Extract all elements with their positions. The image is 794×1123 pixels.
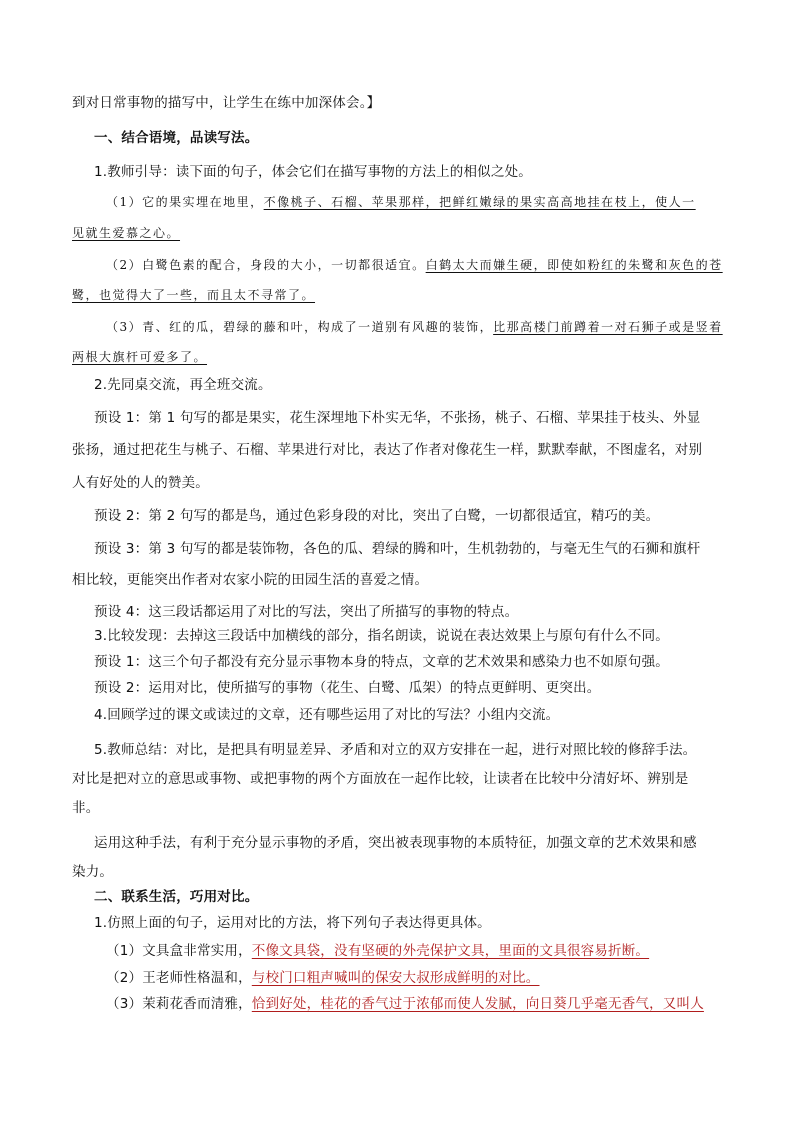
exercise-1-prompt: （1）文具盒非常实用， (106, 943, 252, 959)
sentence-2-plain: （2）白鹭色素的配合，身段的大小，一切都很适宜。 (106, 258, 426, 272)
sentence-3-line-2: 两根大旗杆可爱多了。 (72, 350, 208, 364)
exercise-3-prompt: （3）茉莉花香而清雅， (106, 996, 252, 1012)
sentence-3-line-1 (106, 317, 723, 337)
sentence-3-plain: （3）青、红的瓜，碧绿的藤和叶，构成了一道别有风趣的装饰， (106, 320, 494, 334)
preset-3-line-2: 相比较，更能突出作者对农家小院的田园生活的喜爱之情。 (72, 572, 429, 588)
summary-line-1: 运用这种手法，有利于充分显示事物的矛盾，突出被表现事物的本质特征，加强文章的艺术效果和感 (94, 835, 697, 851)
sentence-3-underlined: 比那高楼门前蹲着一对石狮子或是竖着 (493, 320, 723, 334)
exercise-3-answer: 恰到好处，桂花的香气过于浓郁而使人发腻，向日葵几乎毫无香气，又叫人 (251, 996, 704, 1012)
preset-1-line-1: 预设 1：第 1 句写的都是果实，花生深埋地下朴实无华，不张扬，桃子、石榴、苹果挂于枝头、外显 (94, 410, 701, 426)
step-5-line-1: 5.教师总结：对比，是把具有明显差异、矛盾和对立的双方安排在一起，进行对照比较的修辞手法。 (94, 742, 697, 758)
section-1-heading: 一、结合语境，品读写法。 (94, 130, 259, 146)
sentence-1-line-1 (106, 192, 696, 212)
step-4-instruction: 4.回顾学过的课文或读过的文章，还有哪些运用了对比的写法？小组内交流。 (94, 707, 560, 723)
step-2-instruction: 2.先同桌交流，再全班交流。 (94, 377, 272, 393)
exercise-2 (106, 968, 540, 988)
exercise-1-answer: 不像文具袋，没有坚硬的外壳保护文具，里面的文具很容易折断。 (251, 943, 650, 959)
summary-line-2: 染力。 (72, 864, 114, 880)
preset-1-line-3: 人有好处的人的赞美。 (72, 475, 209, 491)
exercise-3 (106, 994, 704, 1014)
compare-preset-1: 预设 1：这三个句子都没有充分显示事物本身的特点，文章的艺术效果和感染力也不如原句强。 (94, 654, 669, 670)
step-1-instruction: 1.教师引导：读下面的句子，体会它们在描写事物的方法上的相似之处。 (94, 164, 532, 180)
preset-3-line-1: 预设 3：第 3 句写的都是装饰物，各色的瓜、碧绿的腾和叶，生机勃勃的，与毫无生气的石狮和旗杆 (94, 541, 701, 557)
section-2-step-1: 1.仿照上面的句子，运用对比的方法，将下列句子表达得更具体。 (94, 915, 491, 931)
compare-preset-2: 预设 2：运用对比，使所描写的事物（花生、白鹭、瓜架）的特点更鲜明、更突出。 (94, 680, 601, 696)
sentence-1-plain: （1）它的果实埋在地里， (106, 195, 264, 209)
intro-tail-text: 到对日常事物的描写中，让学生在练中加深体会。】 (72, 95, 381, 111)
sentence-2-underlined: 白鹤太大而嫌生硬，即使如粉红的朱鹭和灰色的苍 (425, 258, 723, 272)
step-5-line-3: 非。 (72, 800, 100, 816)
sentence-2-line-2: 鹭，也觉得大了一些，而且太不寻常了。 (72, 288, 316, 302)
preset-2-text: 预设 2：第 2 句写的都是鸟，通过色彩身段的对比，突出了白鹭，一切都很适宜，精巧的美。 (94, 508, 660, 524)
preset-1-line-2: 张扬，通过把花生与桃子、石榴、苹果进行对比，表达了作者对像花生一样，默默奉献，不图虚名，对别 (72, 442, 703, 458)
exercise-1 (106, 941, 649, 961)
exercise-2-prompt: （2）王老师性格温和， (106, 970, 252, 986)
sentence-1-underlined: 不像桃子、石榴、苹果那样，把鲜红嫩绿的果实高高地挂在枝上，使人一 (263, 195, 696, 209)
step-5-line-2: 对比是把对立的意思或事物、或把事物的两个方面放在一起作比较，让读者在比较中分清好坏、辨别是 (72, 771, 689, 787)
section-2-heading: 二、联系生活，巧用对比。 (94, 889, 259, 905)
sentence-1-line-2: 见就生爱慕之心。 (72, 226, 181, 240)
step-3-instruction: 3.比较发现：去掉这三段话中加横线的部分，指名朗读，说说在表达效果上与原句有什么不同。 (94, 628, 669, 644)
exercise-2-answer: 与校门口粗声喊叫的保安大叔形成鲜明的对比。 (251, 970, 540, 986)
sentence-2-line-1 (106, 255, 723, 275)
preset-4-text: 预设 4：这三段话都运用了对比的写法，突出了所描写的事物的特点。 (94, 604, 519, 620)
